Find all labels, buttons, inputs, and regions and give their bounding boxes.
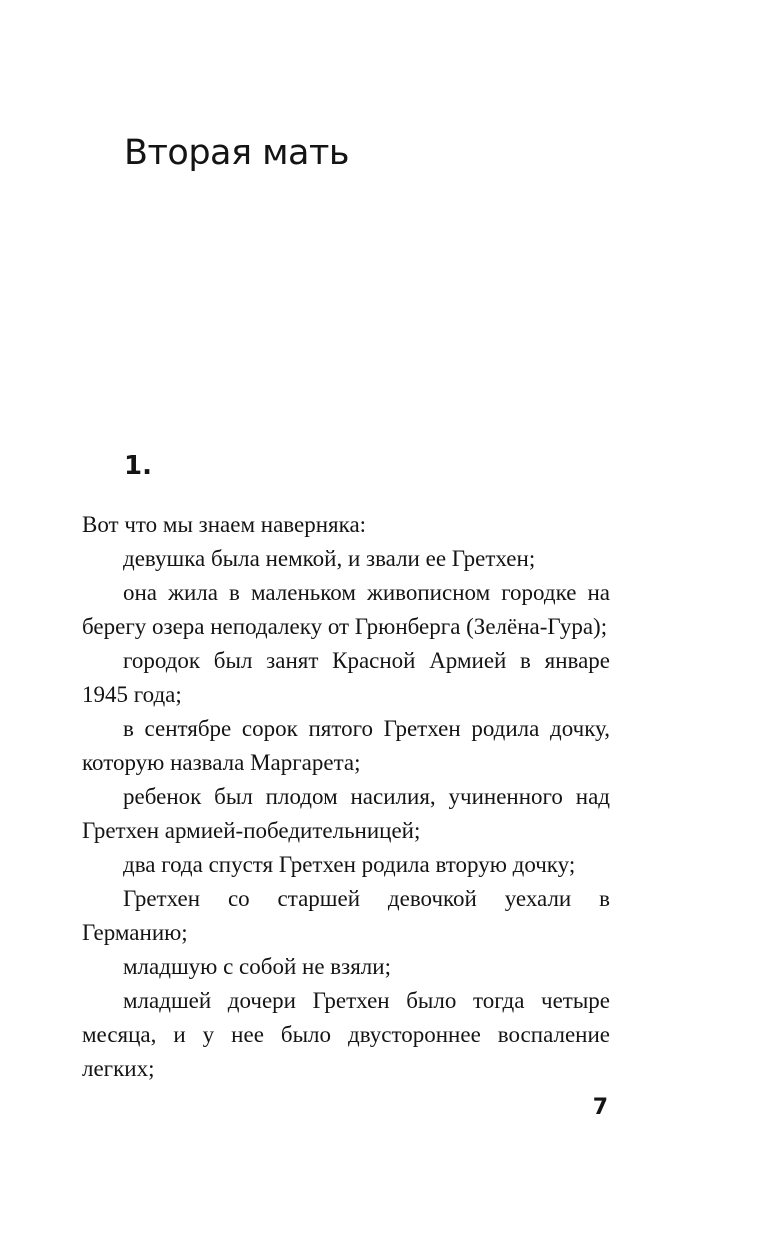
paragraph: девушка была немкой, и звали ее Гретхен; — [123, 546, 536, 571]
paragraph: городок был занят Красной Армией в январе 1945 года; — [82, 648, 610, 707]
paragraph: ребенок был плодом насилия, учиненного над Гретхен армией-победительницей; — [82, 784, 610, 843]
chapter-title: Вторая мать — [124, 133, 350, 173]
paragraph: в сентябре сорок пятого Гретхен родила дочку, которую назвала Маргарета; — [82, 716, 610, 775]
section-number: 1. — [124, 451, 152, 481]
page-number: 7 — [592, 1095, 608, 1120]
paragraph: Гретхен со старшей девочкой уехали в Германию; — [82, 886, 610, 945]
paragraph: два года спустя Гретхен родила вторую дочку; — [123, 852, 576, 877]
body-text — [82, 508, 610, 1086]
paragraph: младшую с собой не взяли; — [123, 954, 391, 979]
paragraph: Вот что мы знаем наверняка: — [82, 512, 367, 537]
paragraph: она жила в маленьком живописном городке на берегу озера неподалеку от Грюнберга (Зелёна-Гура); — [82, 580, 610, 639]
paragraph: младшей дочери Гретхен было тогда четыре месяца, и у нее было двустороннее воспаление легких; — [82, 988, 610, 1081]
